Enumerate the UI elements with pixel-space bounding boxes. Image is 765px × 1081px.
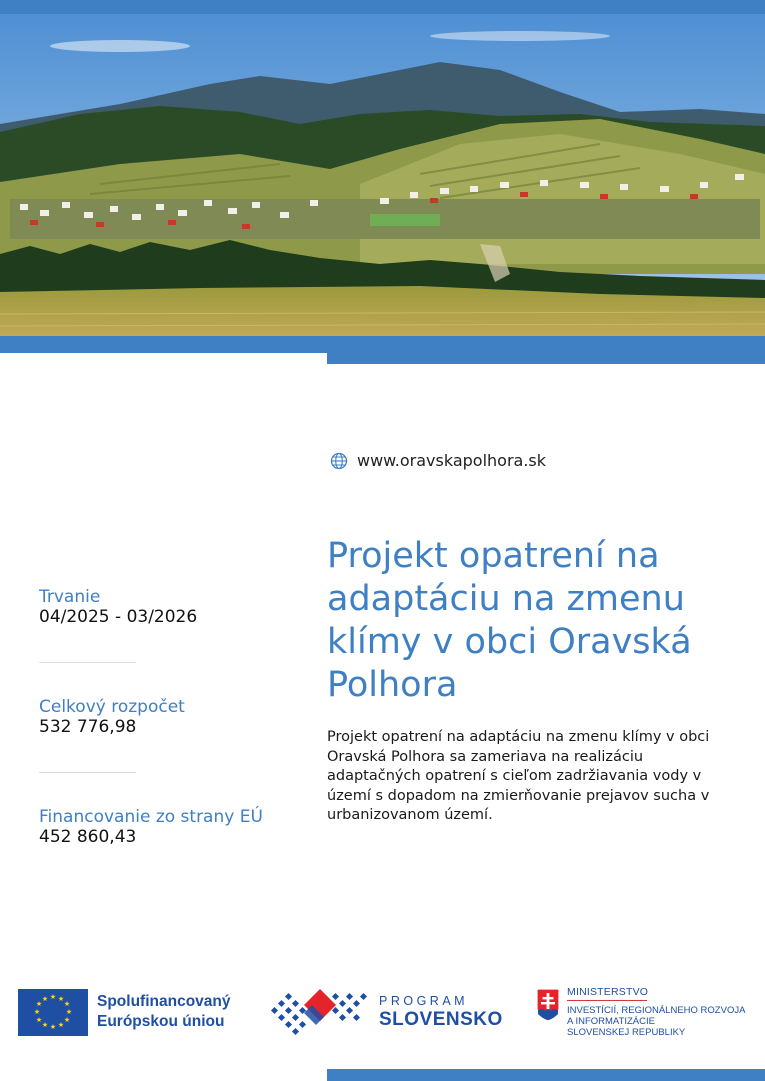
svg-text:★: ★ [49, 1023, 57, 1031]
fact-eu-funding [39, 807, 299, 848]
svg-text:★: ★ [63, 1000, 71, 1008]
top-accent-bar [0, 0, 765, 14]
fact-budget [39, 697, 299, 738]
fact-duration-value: 04/2025 - 03/2026 [39, 607, 198, 627]
footer-logos [0, 982, 765, 1042]
fact-budget-value: 532 776,98 [39, 717, 137, 737]
bottom-accent-bar [327, 1069, 765, 1081]
svg-text:★: ★ [41, 1021, 49, 1029]
hero-bottom-band [0, 336, 765, 353]
fact-duration [39, 587, 299, 628]
eu-cofunded-text [97, 992, 231, 1032]
svg-text:★: ★ [57, 1021, 65, 1029]
website-link[interactable] [330, 451, 546, 470]
svg-text:★: ★ [57, 995, 65, 1003]
landscape-illustration [0, 14, 765, 336]
program-slovensko-logo-icon [270, 986, 370, 1038]
fact-eu-funding-label: Financovanie zo strany EÚ [39, 807, 263, 827]
svg-text:★: ★ [35, 1016, 43, 1024]
slovensko-text: SLOVENSKO [379, 1009, 503, 1030]
project-description: Projekt opatrení na adaptáciu na zmenu klímy v obci Oravská Polhora sa zameriava na realizáciu adaptačných opatrení s cieľom zadržiavania vody v území s dopadom na zmierňovanie prejavov sucha v urbanizovanom území. [327, 729, 710, 823]
svg-text:★: ★ [41, 995, 49, 1003]
ministry-underline [567, 1000, 647, 1001]
fact-duration-label: Trvanie [39, 587, 101, 607]
website-url: www.oravskapolhora.sk [357, 451, 547, 470]
fact-budget-label: Celkový rozpočet [39, 697, 185, 717]
svg-text:★: ★ [63, 1016, 71, 1024]
eu-text-line1: Spolufinancovaný [97, 993, 231, 1010]
svg-text:★: ★ [49, 993, 57, 1001]
svg-text:★: ★ [35, 1000, 43, 1008]
svg-text:★: ★ [65, 1008, 73, 1016]
ministry-line3: SLOVENSKEJ REPUBLIKY [567, 1027, 686, 1038]
ministry-line2: A INFORMATIZÁCIE [567, 1016, 655, 1027]
hero-bottom-band-right [327, 353, 765, 364]
fact-divider [39, 662, 136, 663]
eu-flag-icon [18, 989, 88, 1036]
fact-divider [39, 772, 136, 773]
eu-text-line2: Európskou úniou [97, 1013, 225, 1030]
ministry-title: MINISTERSTVO [567, 986, 649, 998]
svg-text:★: ★ [33, 1008, 41, 1016]
slovak-coat-of-arms-icon [536, 988, 560, 1022]
globe-icon [330, 452, 348, 470]
program-text: PROGRAM [379, 994, 469, 1008]
project-facts [39, 587, 299, 848]
ministry-line1: INVESTÍCIÍ, REGIONÁLNEHO ROZVOJA [567, 1005, 746, 1016]
project-title: Projekt opatrení na adaptáciu na zmenu klímy v obci Oravská Polhora [327, 536, 692, 705]
fact-eu-funding-value: 452 860,43 [39, 827, 137, 847]
ministry-logo-text [567, 986, 745, 1038]
hero-landscape-photo [0, 14, 765, 336]
